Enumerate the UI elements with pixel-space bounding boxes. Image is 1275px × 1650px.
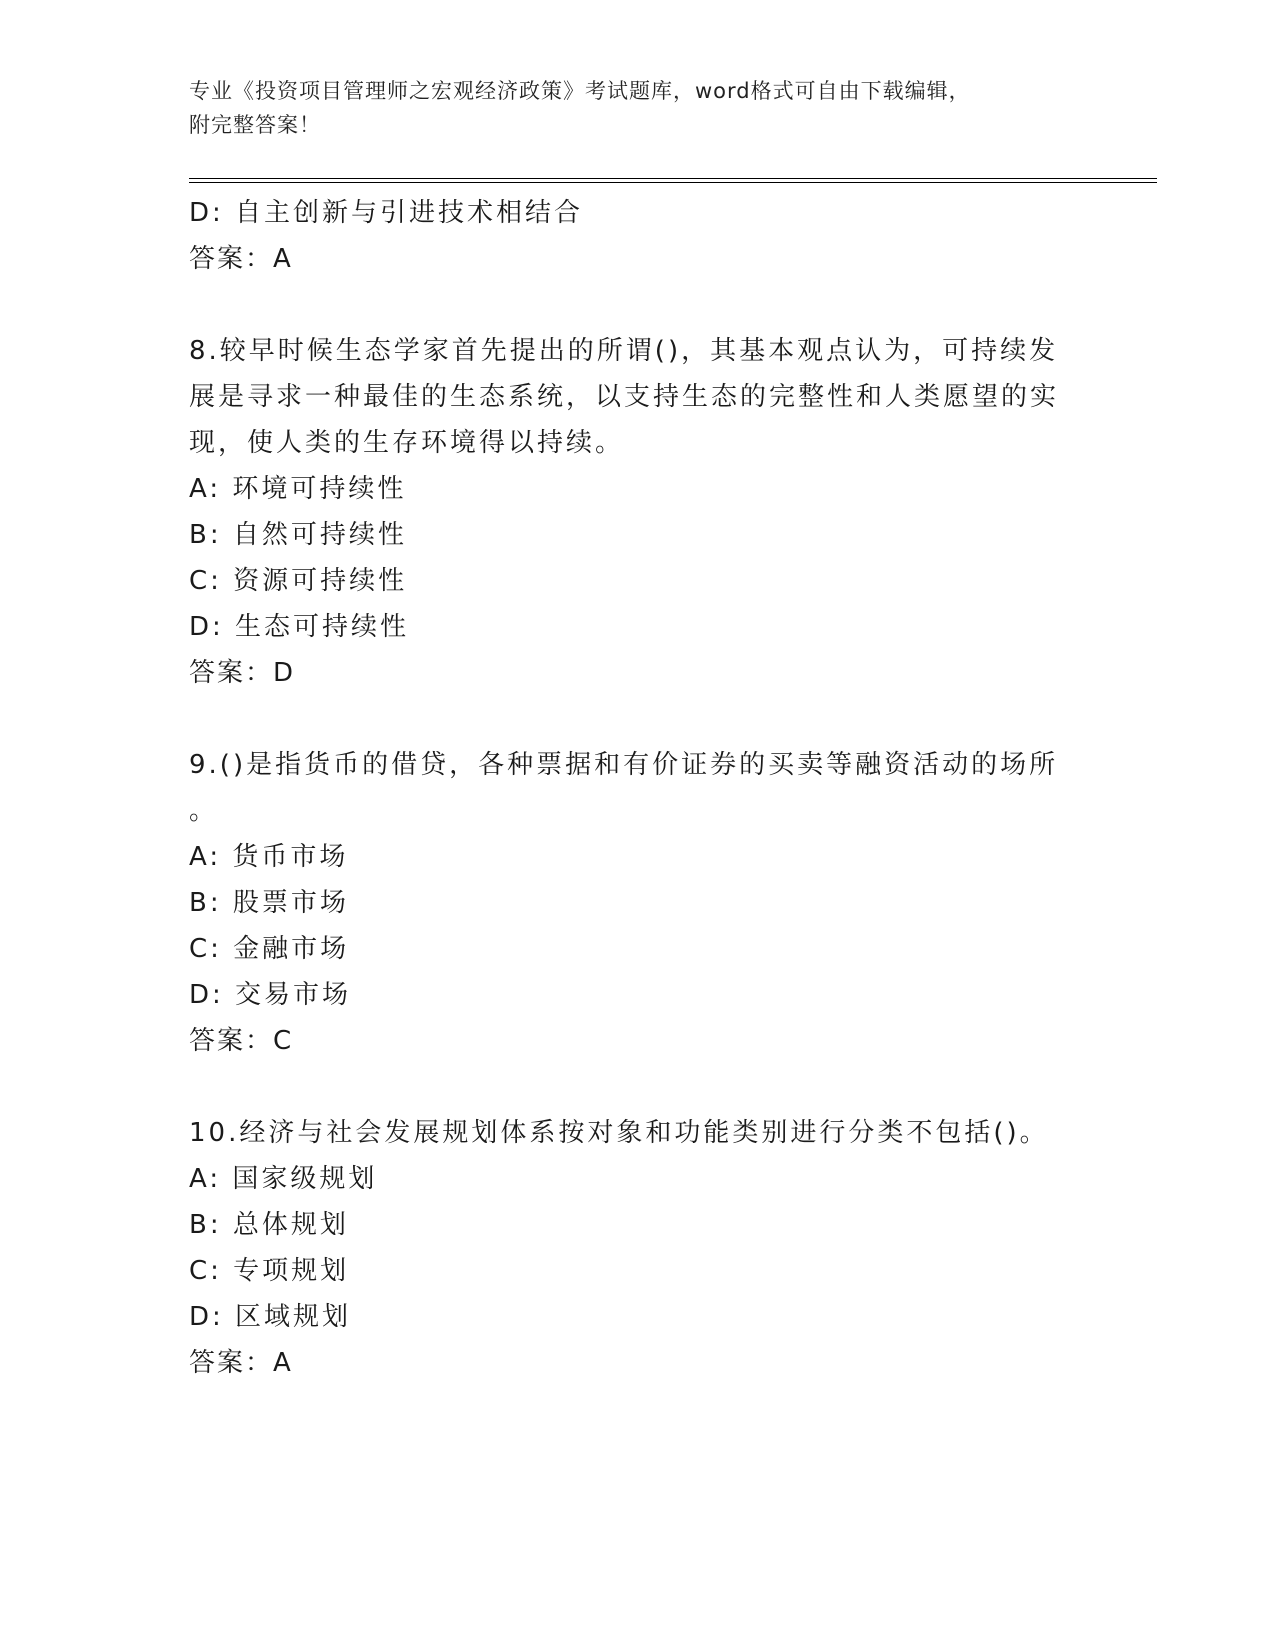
- question-10-option-d: D: 区域规划: [189, 1302, 352, 1332]
- spacer: [189, 1064, 1079, 1110]
- question-10-option-c: C: 专项规划: [189, 1256, 350, 1286]
- spacer: [189, 696, 1079, 742]
- question-8-option-b: B: 自然可持续性: [189, 520, 407, 550]
- prev-option-d: D: 自主创新与引进技术相结合: [189, 198, 584, 228]
- question-9-stem-line: 9.()是指货币的借贷，各种票据和有价证券的买卖等融资活动的场所: [189, 750, 1059, 780]
- question-8-stem-line: 现，使人类的生存环境得以持续。: [189, 428, 625, 458]
- question-9-option-c: C: 金融市场: [189, 934, 350, 964]
- question-8-stem-line: 展是寻求一种最佳的生态系统，以支持生态的完整性和人类愿望的实: [189, 382, 1060, 412]
- header-divider-top: [189, 178, 1157, 179]
- question-10-stem: [189, 1110, 1079, 1156]
- question-content: [189, 190, 1079, 1386]
- question-10-stem-line: 10.经济与社会发展规划体系按对象和功能类别进行分类不包括()。: [189, 1118, 1049, 1148]
- question-8-stem-line: 8.较早时候生态学家首先提出的所谓()，其基本观点认为，可持续发: [189, 336, 1059, 366]
- question-8-option-a: A: 环境可持续性: [189, 474, 407, 504]
- question-8-stem: [189, 328, 1079, 466]
- question-8-answer: 答案：D: [189, 658, 296, 688]
- spacer: [189, 282, 1079, 328]
- question-10-option-b: B: 总体规划: [189, 1210, 349, 1240]
- question-9-option-b: B: 股票市场: [189, 888, 349, 918]
- question-8-option-d: D: 生态可持续性: [189, 612, 410, 642]
- question-9-stem: [189, 742, 1079, 834]
- question-9-option-a: A: 货币市场: [189, 842, 349, 872]
- header-divider-bottom: [189, 182, 1157, 183]
- question-9-answer: 答案：C: [189, 1026, 294, 1056]
- prev-answer: 答案：A: [189, 244, 293, 274]
- header-line-2: 附完整答案！: [189, 113, 321, 137]
- question-8-option-c: C: 资源可持续性: [189, 566, 408, 596]
- question-10-answer: 答案：A: [189, 1348, 293, 1378]
- header-line-1: 专业《投资项目管理师之宏观经济政策》考试题库，word格式可自由下载编辑，: [189, 79, 971, 103]
- question-9-option-d: D: 交易市场: [189, 980, 352, 1010]
- document-header: [189, 74, 1069, 142]
- question-10-option-a: A: 国家级规划: [189, 1164, 378, 1194]
- question-9-stem-line: 。: [189, 796, 219, 826]
